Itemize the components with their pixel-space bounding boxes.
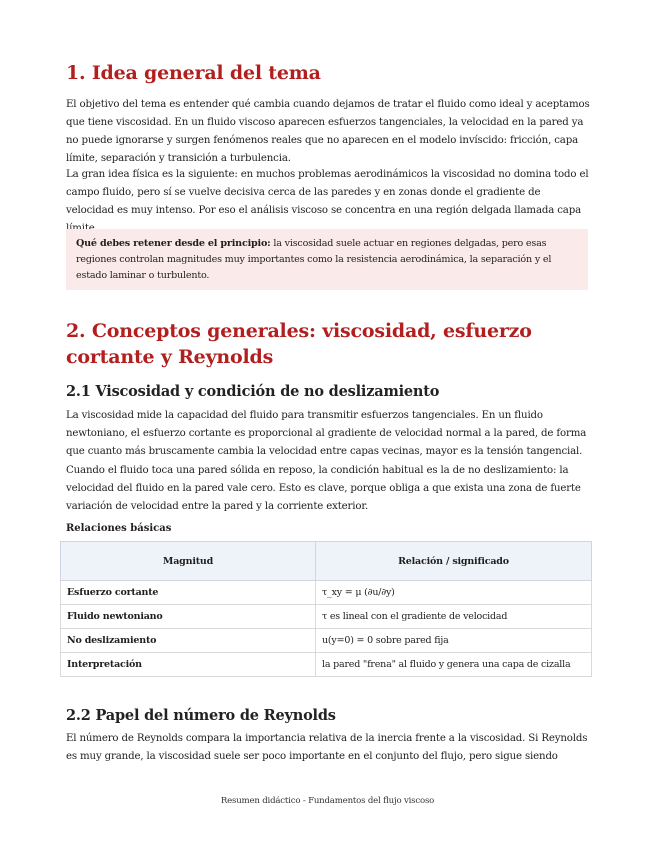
table-caption: Relaciones básicas	[66, 523, 172, 534]
subsection-2-2-title: 2.2 Papel del número de Reynolds	[66, 707, 336, 724]
table-cell-key: Fluido newtoniano	[61, 605, 316, 629]
table-header-relation: Relación / significado	[316, 542, 592, 581]
table-cell-value: τ es lineal con el gradiente de velocidad	[316, 605, 592, 629]
page-footer: Resumen didáctico - Fundamentos del flujo viscoso	[220, 796, 435, 806]
callout-text: la viscosidad suele actuar en regiones delgadas, pero esas regiones controlan magnitudes muy importantes como la resistencia aerodinámica, la separación y el estado laminar o turbulento.	[76, 238, 552, 281]
relations-table	[60, 541, 592, 677]
table-row	[61, 605, 592, 629]
table-row	[61, 629, 592, 653]
callout-lead: Qué debes retener desde el principio:	[76, 238, 271, 249]
table-cell-value: u(y=0) = 0 sobre pared fija	[316, 629, 592, 653]
table-cell-value: τ_xy = μ (∂u/∂y)	[316, 581, 592, 605]
subsection-2-1-paragraph-1: La viscosidad mide la capacidad del fluido para transmitir esfuerzos tangenciales. En un fluido newtoniano, el esfuerzo cortante es proporcional al gradiente de velocidad normal a la pared, de forma que cuanto más bruscamente cambia la velocidad entre capas vecinas, mayor es la tensión tangencial.	[66, 410, 587, 457]
key-takeaway-callout	[66, 229, 588, 290]
table-header-magnitude: Magnitud	[61, 542, 316, 581]
table-cell-value: la pared "frena" al fluido y genera una capa de cizalla	[316, 653, 592, 677]
table-cell-key: Interpretación	[61, 653, 316, 677]
section-1-paragraph-1: El objetivo del tema es entender qué cambia cuando dejamos de tratar el fluido como ideal y aceptamos que tiene viscosidad. En un fluido viscoso aparecen esfuerzos tangenciales, la velocidad en la pared ya no puede ignorarse y surgen fenómenos reales que no aparecen en el modelo invíscido: fricción, capa límite, separación y transición a turbulencia.	[66, 99, 590, 164]
table-header-row	[61, 542, 592, 581]
section-1-title: 1. Idea general del tema	[66, 62, 321, 84]
table-row	[61, 581, 592, 605]
table-cell-key: Esfuerzo cortante	[61, 581, 316, 605]
subsection-2-1-title: 2.1 Viscosidad y condición de no deslizamiento	[66, 383, 440, 400]
table-row	[61, 653, 592, 677]
subsection-2-2-paragraph: El número de Reynolds compara la importancia relativa de la inercia frente a la viscosidad. Si Reynolds es muy grande, la viscosidad suele ser poco importante en el conjunto del flujo, pero sigue siendo	[66, 733, 588, 762]
subsection-2-1-paragraph-2: Cuando el fluido toca una pared sólida en reposo, la condición habitual es la de no deslizamiento: la velocidad del fluido en la pared vale cero. Esto es clave, porque obliga a que exista una zona de fuerte variación de velocidad entre la pared y la corriente exterior.	[66, 465, 581, 512]
section-2-title: 2. Conceptos generales: viscosidad, esfuerzo cortante y Reynolds	[66, 320, 532, 368]
section-1-paragraph-2: La gran idea física es la siguiente: en muchos problemas aerodinámicos la viscosidad no domina todo el campo fluido, pero sí se vuelve decisiva cerca de las paredes y en zonas donde el gradiente de velocidad es muy intenso. Por eso el análisis viscoso se concentra en una región delgada llamada capa	[66, 169, 589, 216]
table-cell-key: No deslizamiento	[61, 629, 316, 653]
